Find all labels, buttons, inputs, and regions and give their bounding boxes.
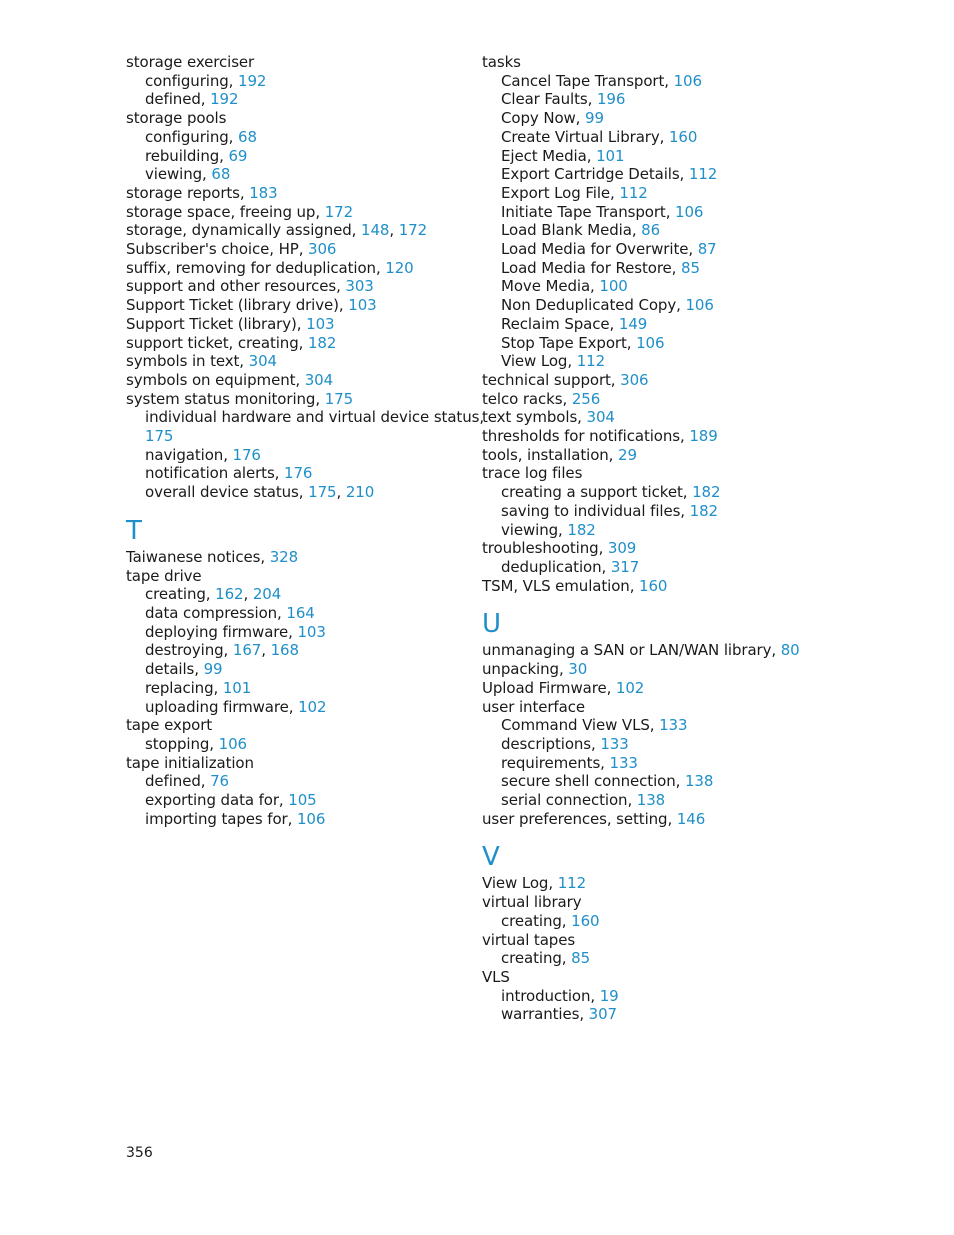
index-term: Stop Tape Export, [501,333,637,352]
page-link-149[interactable]: 149 [618,314,648,333]
page-link-106[interactable]: 106 [218,734,247,753]
index-entry-symbols-in-text [126,352,466,371]
index-entry-storage-dynamically-assigned: storage, dynamically assigned, 148, 172 [126,221,428,240]
page-link-192[interactable]: 192 [210,90,239,109]
index-entry-virtual-tapes [482,931,882,950]
page-link-87[interactable]: 87 [697,240,717,259]
index-term: storage, dynamically assigned, [126,221,362,240]
index-term: uploading firmware, [145,697,299,716]
index-term: introduction, [501,986,600,1005]
page-link-192[interactable]: 192 [238,71,267,90]
index-term: defined, [145,772,211,791]
index-entry-tsm-vls-emulation [482,577,882,596]
index-term: storage pools [126,109,227,128]
index-term: details, [145,660,204,679]
page-link-160[interactable]: 160 [639,576,668,595]
page-link-133[interactable]: 133 [600,734,629,753]
index-entry-taiwanese-notices [126,548,466,567]
index-term: tools, installation, [482,445,619,464]
index-subentry-individual-hardware-and-virtual-device-status [126,408,484,427]
index-entry-unmanaging-a-san-or-lan-wan-library [482,641,882,660]
section-letter-u: U [482,609,502,640]
index-term: technical support, [482,370,621,389]
index-subentry-export-log-file [482,184,882,203]
page-link-303[interactable]: 303 [345,277,374,296]
index-subentry-saving-to-individual-files [482,502,882,521]
index-term: Subscriber's choice, HP, [126,240,309,259]
page-link-133[interactable]: 133 [659,716,688,735]
index-term: defined, [145,90,211,109]
index-subentry-navigation [126,446,466,465]
index-term: serial connection, [501,791,637,810]
index-subentry-non-deduplicated-copy [482,296,882,315]
page-link-196[interactable]: 196 [596,90,626,109]
index-term: overall device status, [145,483,309,502]
index-entry-telco-racks [482,390,882,409]
index-term: user interface [482,697,585,716]
index-term: exporting data for, [145,791,289,810]
index-term: Taiwanese notices, [126,547,270,566]
index-entry-thresholds-for-notifications [482,427,882,446]
page-link-307[interactable]: 307 [588,1005,618,1024]
index-entry-view-log [482,874,882,893]
index-entry-text-symbols [482,408,882,427]
index-subentry-deduplication [482,558,882,577]
index-term: tape export [126,716,213,735]
page-link-176[interactable]: 176 [284,464,313,483]
index-subentry-creating [482,949,882,968]
index-subentry-defined [126,772,466,791]
index-term: tape initialization [126,753,254,772]
index-subentry-exporting-data-for [126,791,466,810]
index-entry-symbols-on-equipment [126,371,466,390]
index-term: creating a support ticket, [501,483,693,502]
page-link-176[interactable]: 176 [232,445,261,464]
index-entry-virtual-library [482,893,882,912]
page-link-100[interactable]: 100 [599,277,628,296]
page-link-256[interactable]: 256 [571,389,601,408]
index-term: saving to individual files, [501,501,690,520]
page-link-85[interactable]: 85 [571,949,591,968]
page-link-204[interactable]: 204 [252,585,282,604]
page-link-106[interactable]: 106 [296,809,326,828]
index-subentry-configuring [126,128,466,147]
page-link-99[interactable]: 99 [585,109,604,128]
index-term: destroying, [145,641,233,660]
page-link-309[interactable]: 309 [607,539,637,558]
index-entry-tape-export [126,716,466,735]
page-link-328[interactable]: 328 [269,547,299,566]
section-letter-v: V [482,842,500,873]
page-link-172[interactable]: 172 [324,202,354,221]
index-subentry-load-blank-media [482,221,882,240]
index-term: replacing, [145,678,223,697]
index-term: Create Virtual Library, [501,127,669,146]
index-subentry-defined [126,90,466,109]
page-link-306[interactable]: 306 [308,240,337,259]
page-link-167[interactable]: 167 [232,641,262,660]
index-entry-support-and-other-resources [126,277,466,296]
index-term: Reclaim Space, [501,314,619,333]
index-term: configuring, [145,71,239,90]
page-link-120[interactable]: 120 [385,258,414,277]
index-entry-subscriber-s-choice-hp [126,240,466,259]
index-term: notification alerts, [145,464,285,483]
index-entry-user-interface [482,698,882,717]
index-term: stopping, [145,734,219,753]
index-subentry-clear-faults [482,90,882,109]
index-term: troubleshooting, [482,539,608,558]
index-term: descriptions, [501,734,601,753]
index-term: Non Deduplicated Copy, [501,296,686,315]
index-term: Upload Firmware, [482,678,616,697]
index-subentry-introduction [482,987,882,1006]
index-term: Export Cartridge Details, [501,165,689,184]
index-entry-upload-firmware [482,679,882,698]
index-subentry-importing-tapes-for [126,810,466,829]
page-link-102[interactable]: 102 [298,697,327,716]
page-link-148[interactable]: 148 [361,221,390,240]
index-term: importing tapes for, [145,809,297,828]
page-link-103[interactable]: 103 [306,314,335,333]
index-subentry-requirements [482,754,882,773]
page-link-162[interactable]: 162 [215,585,244,604]
index-subentry-reclaim-space [482,315,882,334]
index-term: deduplication, [501,557,611,576]
page-link-164[interactable]: 164 [286,603,315,622]
index-term: Clear Faults, [501,90,597,109]
page-link-106[interactable]: 106 [685,296,714,315]
page-link-30[interactable]: 30 [568,660,588,679]
index-term: View Log, [482,874,558,893]
index-term: symbols on equipment, [126,370,305,389]
page-link-182[interactable]: 182 [567,520,596,539]
index-term: support ticket, creating, [126,333,308,352]
page-link-69[interactable]: 69 [228,146,248,165]
page-link-189[interactable]: 189 [689,427,718,446]
page-link-304[interactable]: 304 [304,370,334,389]
page-link-210[interactable]: 210 [345,483,375,502]
index-entry-tape-initialization [126,754,466,773]
index-term: Initiate Tape Transport, [501,202,676,221]
index-entry-support-ticket-library [126,315,466,334]
index-term: Load Media for Overwrite, [501,240,698,259]
index-subentry-continuation [126,427,466,446]
index-subentry-stopping [126,735,466,754]
index-term: user preferences, setting, [482,809,677,828]
page-link-101[interactable]: 101 [596,146,625,165]
index-term: storage reports, [126,183,250,202]
page-link-103[interactable]: 103 [348,296,377,315]
page-number: 356 [126,1145,153,1161]
page-link-168[interactable]: 168 [270,641,299,660]
index-entry-tasks [482,53,882,72]
index-term: unmanaging a SAN or LAN/WAN library, [482,641,781,660]
index-subentry-creating-a-support-ticket [482,483,882,502]
index-entry-storage-space-freeing-up [126,203,466,222]
index-term: Load Blank Media, [501,221,642,240]
index-term: tape drive [126,566,202,585]
index-term: Export Log File, [501,183,620,202]
index-subentry-view-log [482,352,882,371]
index-term: requirements, [501,753,610,772]
index-term: tasks [482,53,521,71]
page-link-85[interactable]: 85 [681,258,700,277]
index-entry-troubleshooting [482,539,882,558]
index-term: Support Ticket (library drive), [126,296,349,315]
index-subentry-deploying-firmware [126,623,466,642]
index-subentry-create-virtual-library [482,128,882,147]
index-term: View Log, [501,352,577,371]
page-link-106[interactable]: 106 [675,202,704,221]
page-link-175[interactable]: 175 [308,483,337,502]
index-subentry-viewing [482,521,882,540]
page-link-103[interactable]: 103 [297,622,326,641]
page-link-160[interactable]: 160 [668,127,698,146]
page-link-99[interactable]: 99 [203,660,223,679]
index-subentry-move-media [482,277,882,296]
page-link-160[interactable]: 160 [571,911,600,930]
page-link-101[interactable]: 101 [222,678,252,697]
index-subentry-stop-tape-export [482,334,882,353]
index-subentry-viewing [126,165,466,184]
page-link-138[interactable]: 138 [684,772,714,791]
page-link-102[interactable]: 102 [615,678,645,697]
index-term: creating, [145,585,216,604]
index-subentry-export-cartridge-details [482,165,882,184]
index-entry-technical-support [482,371,882,390]
index-term: warranties, [501,1005,589,1024]
index-subentry-configuring [126,72,466,91]
index-term: viewing, [145,165,212,184]
page-link-106[interactable]: 106 [636,333,665,352]
page-link-76[interactable]: 76 [210,772,229,791]
page-link-68[interactable]: 68 [211,165,231,184]
index-entry-storage-reports [126,184,466,203]
index-entry-system-status-monitoring [126,390,466,409]
index-subentry-eject-media [482,147,882,166]
index-subentry-replacing [126,679,466,698]
index-subentry-data-compression [126,604,466,623]
index-entry-user-preferences-setting [482,810,882,829]
index-entry-storage-exerciser [126,53,466,72]
index-term: storage space, freeing up, [126,202,325,221]
index-entry-support-ticket-creating [126,334,466,353]
page-link-172[interactable]: 172 [398,221,428,240]
index-entry-support-ticket-library-drive [126,296,466,315]
index-term: Eject Media, [501,146,597,165]
index-term: symbols in text, [126,352,249,371]
index-term: Support Ticket (library), [126,314,307,333]
index-term: suffix, removing for deduplication, [126,258,386,277]
index-term: Load Media for Restore, [501,258,682,277]
index-term: creating, [501,911,572,930]
page-link-105[interactable]: 105 [288,791,317,810]
index-term: Copy Now, [501,109,586,128]
page-link-112[interactable]: 112 [576,352,606,371]
page-link-182[interactable]: 182 [307,333,337,352]
index-entry-vls [482,968,882,987]
index-term: data compression, [145,603,287,622]
index-term: unpacking, [482,660,569,679]
index-term: individual hardware and virtual device status, [145,408,484,427]
index-subentry-serial-connection [482,791,882,810]
index-term: Cancel Tape Transport, [501,71,674,90]
page-link-112[interactable]: 112 [688,165,718,184]
section-letter-t: T [126,515,142,546]
page-link-138[interactable]: 138 [636,791,666,810]
index-subentry-warranties [482,1005,882,1024]
index-column-left [126,53,484,828]
page-link-19[interactable]: 19 [599,986,619,1005]
page-link-304[interactable]: 304 [248,352,277,371]
index-term: VLS [482,967,510,986]
index-subentry-overall-device-status: overall device status, 175, 210 [145,483,375,502]
index-entry-unpacking [482,660,882,679]
index-entry-trace-log-files [482,464,882,483]
index-term: deploying firmware, [145,622,298,641]
index-term: virtual library [482,893,582,912]
index-subentry-creating [482,912,882,931]
page-link-86[interactable]: 86 [641,221,661,240]
index-term: thresholds for notifications, [482,427,690,446]
index-term: virtual tapes [482,930,576,949]
index-subentry-load-media-for-restore [482,259,882,278]
index-column-right [482,53,882,1024]
page-link-304[interactable]: 304 [586,408,615,427]
index-subentry-descriptions [482,735,882,754]
page-link-182[interactable]: 182 [689,501,718,520]
index-subentry-rebuilding [126,147,466,166]
page-link-175[interactable]: 175 [145,427,174,446]
index-subentry-command-view-vls [482,716,882,735]
page-link-68[interactable]: 68 [238,127,257,146]
index-term: creating, [501,949,572,968]
page-link-317[interactable]: 317 [610,557,640,576]
index-subentry-creating: creating, 162, 204 [145,585,282,604]
index-entry-suffix-removing-for-deduplication [126,259,466,278]
index-term: storage exerciser [126,53,255,71]
index-term: Move Media, [501,277,600,296]
index-term: telco racks, [482,389,572,408]
page-link-183[interactable]: 183 [249,183,278,202]
index-subentry-load-media-for-overwrite [482,240,882,259]
index-subentry-cancel-tape-transport [482,72,882,91]
index-subentry-copy-now [482,109,882,128]
index-subentry-uploading-firmware [126,698,466,717]
page-link-112[interactable]: 112 [557,874,587,893]
index-subentry-notification-alerts [126,464,466,483]
index-term: configuring, [145,127,239,146]
index-term: TSM, VLS emulation, [482,576,640,595]
page-link-80[interactable]: 80 [780,641,800,660]
index-subentry-secure-shell-connection [482,772,882,791]
index-subentry-destroying: destroying, 167, 168 [145,641,299,660]
index-term: support and other resources, [126,277,346,296]
index-term: text symbols, [482,408,587,427]
page-link-306[interactable]: 306 [620,370,649,389]
page-link-133[interactable]: 133 [609,753,638,772]
index-subentry-details [126,660,466,679]
index-entry-tools-installation [482,446,882,465]
index-subentry-initiate-tape-transport [482,203,882,222]
page-link-146[interactable]: 146 [676,809,706,828]
index-entry-storage-pools [126,109,466,128]
page-link-182[interactable]: 182 [692,483,721,502]
page-link-175[interactable]: 175 [324,389,354,408]
index-term: rebuilding, [145,146,229,165]
index-term: secure shell connection, [501,772,685,791]
index-entry-tape-drive [126,567,466,586]
index-term: Command View VLS, [501,716,660,735]
index-term: system status monitoring, [126,389,325,408]
page-link-112[interactable]: 112 [619,183,648,202]
index-term: navigation, [145,445,233,464]
page-link-106[interactable]: 106 [673,71,702,90]
index-term: trace log files [482,464,583,483]
page-link-29[interactable]: 29 [618,445,637,464]
index-term: viewing, [501,520,568,539]
